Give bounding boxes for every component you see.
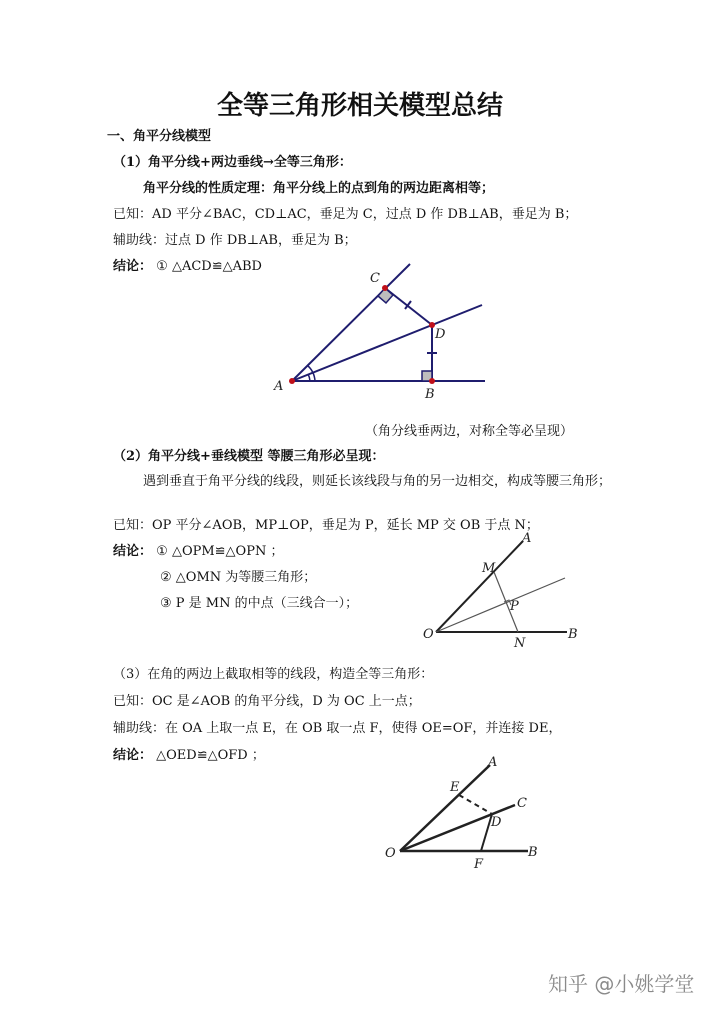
label-b: B <box>528 845 538 860</box>
conclusion-label: 结论： <box>113 259 153 274</box>
figure-3 <box>380 755 560 875</box>
label-f: F <box>474 857 484 872</box>
part3-aux: 辅助线：在 OA 上取一点 E，在 OB 取一点 F，使得 OE=OF，并连接 DE， <box>113 721 562 736</box>
label-c: C <box>517 796 527 811</box>
part2-conclusion-2: ② △OMN 为等腰三角形； <box>160 570 317 585</box>
part2-desc: 遇到垂直于角平分线的线段，则延长该线段与角的另一边相交，构成等腰三角形； <box>143 474 612 489</box>
point-c <box>382 285 388 291</box>
part1-conclusion <box>113 258 262 276</box>
label-a: A <box>488 755 498 770</box>
label-a: A <box>522 531 532 546</box>
part1-aux: 辅助线：过点 D 作 DB⊥AB，垂足为 B； <box>113 233 357 248</box>
part1-theorem: 角平分线的性质定理：角平分线上的点到角的两边距离相等； <box>143 181 495 196</box>
ray-ac <box>292 264 410 381</box>
figure-1 <box>260 260 500 410</box>
part1-caption: （角分线垂两边，对称全等必呈现） <box>365 424 574 439</box>
ray-oa <box>400 765 490 851</box>
label-p: P <box>510 599 519 614</box>
part3-heading: （3）在角的两边上截取相等的线段，构造全等三角形： <box>113 667 434 682</box>
part2-known: 已知：OP 平分∠AOB，MP⊥OP，垂足为 P，延长 MP 交 OB 于点 N； <box>113 518 539 533</box>
label-d: D <box>491 815 502 830</box>
bisector-op <box>436 578 565 632</box>
angle-arc-a <box>308 374 310 381</box>
part3-known: 已知：OC 是∠AOB 的角平分线，D 为 OC 上一点； <box>113 694 421 709</box>
conclusion-text: ① △ACD≌△ABD <box>156 259 262 274</box>
watermark: 知乎 @小姚学堂 <box>548 972 695 996</box>
conclusion-1: ① △OPM≌△OPN ； <box>156 544 284 559</box>
conclusion-label: 结论： <box>113 748 153 763</box>
label-b: B <box>425 387 435 402</box>
label-n: N <box>514 636 526 651</box>
conclusion-label: 结论： <box>113 544 153 559</box>
section-heading: 一、角平分线模型 <box>107 129 212 144</box>
part2-conclusion <box>113 543 283 561</box>
label-o: O <box>423 627 434 642</box>
label-e: E <box>450 780 460 795</box>
figure-2 <box>420 530 590 650</box>
label-o: O <box>385 846 396 861</box>
part1-heading: （1）角平分线+两边垂线→全等三角形： <box>113 155 352 170</box>
page-title: 全等三角形相关模型总结 <box>216 91 503 121</box>
conclusion-text: △OED≌△OFD ； <box>156 748 265 763</box>
label-b: B <box>568 627 578 642</box>
bisector-ad <box>292 305 482 381</box>
part2-conclusion-3: ③ P 是 MN 的中点（三线合一）； <box>160 596 359 611</box>
part3-conclusion <box>113 747 265 765</box>
part2-heading: （2）角平分线+垂线模型 等腰三角形必呈现： <box>113 449 385 464</box>
label-m: M <box>482 561 496 576</box>
point-a <box>289 378 295 384</box>
label-c: C <box>370 271 380 286</box>
label-a: A <box>274 379 284 394</box>
part1-known: 已知：AD 平分∠BAC，CD⊥AC，垂足为 C，过点 D 作 DB⊥AB，垂足为 B； <box>113 207 578 222</box>
point-b <box>429 378 435 384</box>
ray-oa <box>436 541 523 632</box>
segment-ed <box>459 795 492 814</box>
label-d: D <box>435 327 446 342</box>
